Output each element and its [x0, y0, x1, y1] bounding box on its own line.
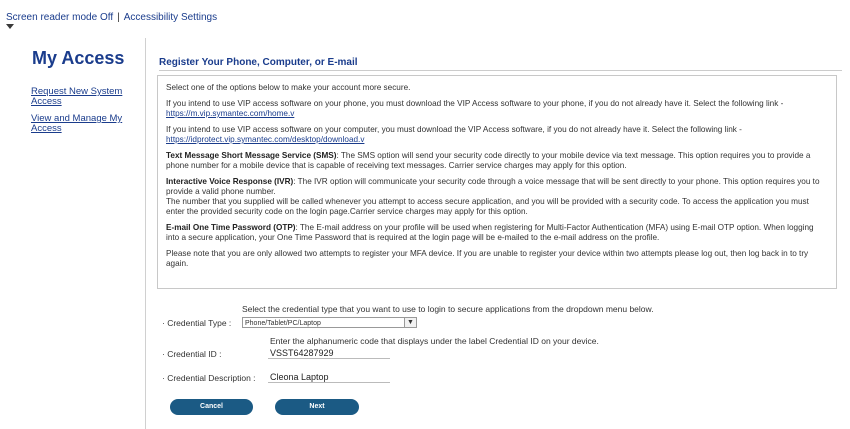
- credential-description-label: · Credential Description :: [162, 373, 256, 383]
- ivr-heading: Interactive Voice Response (IVR): [166, 177, 294, 186]
- computer-instructions: [166, 125, 828, 145]
- sms-text: : The SMS option will send your security code directly to your mobile device via text message. This option requires you to provide a phone number for a mobile device that is capable of receiving text messages. Carrier service charges may apply for this option.: [166, 151, 811, 170]
- phone-download-link[interactable]: https://m.vip.symantec.com/home.v: [166, 109, 295, 118]
- instructions-panel: [157, 75, 837, 289]
- credential-description-input[interactable]: [268, 371, 390, 383]
- next-button[interactable]: Next: [275, 399, 359, 415]
- credential-type-hint: Select the credential type that you want to use to login to secure applications from the dropdown menu below.: [242, 304, 654, 314]
- attempts-note: Please note that you are only allowed two attempts to register your MFA device. If you are unable to register your device within two attempts please log out, then log back in to try again.: [166, 249, 809, 268]
- chevron-down-icon[interactable]: ▼: [404, 318, 416, 327]
- credential-type-label: · Credential Type :: [162, 318, 232, 328]
- top-utility-bar: [6, 12, 217, 23]
- credential-id-hint: Enter the alphanumeric code that displays under the label Credential ID on your device.: [270, 336, 599, 346]
- otp-heading: E-mail One Time Password (OTP): [166, 223, 296, 232]
- phone-instructions-text: If you intend to use VIP access software on your phone, you must download the VIP Access software to your phone, if you do not already have it. Select the following link -: [166, 99, 784, 108]
- computer-instructions-text: If you intend to use VIP access software on your computer, you must download the VIP Access software, if you do not already have it. Select the following link -: [166, 125, 742, 134]
- sms-heading: Text Message Short Message Service (SMS): [166, 151, 337, 160]
- title-divider: [159, 70, 842, 71]
- sidebar-title: My Access: [32, 48, 125, 68]
- sidebar-link-manage-access[interactable]: View and Manage My Access: [31, 113, 123, 134]
- intro-text: Select one of the options below to make your account more secure.: [166, 83, 411, 92]
- accessibility-settings-link[interactable]: Accessibility Settings: [123, 12, 218, 23]
- otp-description: [166, 223, 828, 243]
- ivr-text: : The IVR option will communicate your security code through a voice message that will be sent directly to your phone. This option requires you to provide a valid phone number.: [166, 177, 820, 196]
- credential-id-input[interactable]: [268, 347, 390, 359]
- screen-reader-toggle[interactable]: Screen reader mode Off: [6, 12, 114, 23]
- phone-instructions: [166, 99, 828, 119]
- page-title: Register Your Phone, Computer, or E-mail: [159, 57, 358, 68]
- sms-description: [166, 151, 828, 171]
- sidebar: [0, 38, 146, 429]
- ivr-text-2: The number that you supplied will be called whenever you attempt to access secure application, and you will be provided with a security code. To access the application you must enter the provided security code on the login page.Carrier service charges may apply for this option.: [166, 197, 809, 216]
- credential-type-value: Phone/Tablet/PC/Laptop: [245, 320, 321, 327]
- otp-text: : The E-mail address on your profile will be used when registering for Multi-Factor Authentication (MFA) using E-mail OTP option. When logging into a secure application, your One Time Password that is required at the login page will be e-mailed to the e-mail address on the profile.: [166, 223, 814, 242]
- sidebar-link-request-access[interactable]: Request New System Access: [31, 86, 123, 107]
- credential-type-select[interactable]: [242, 317, 417, 328]
- ivr-description: [166, 177, 828, 217]
- caret-down-icon: [6, 24, 14, 29]
- cancel-button[interactable]: Cancel: [170, 399, 253, 415]
- topbar-separator: |: [117, 12, 120, 23]
- computer-download-link[interactable]: https://idprotect.vip.symantec.com/desktop/download.v: [166, 135, 365, 144]
- credential-id-label: · Credential ID :: [162, 349, 222, 359]
